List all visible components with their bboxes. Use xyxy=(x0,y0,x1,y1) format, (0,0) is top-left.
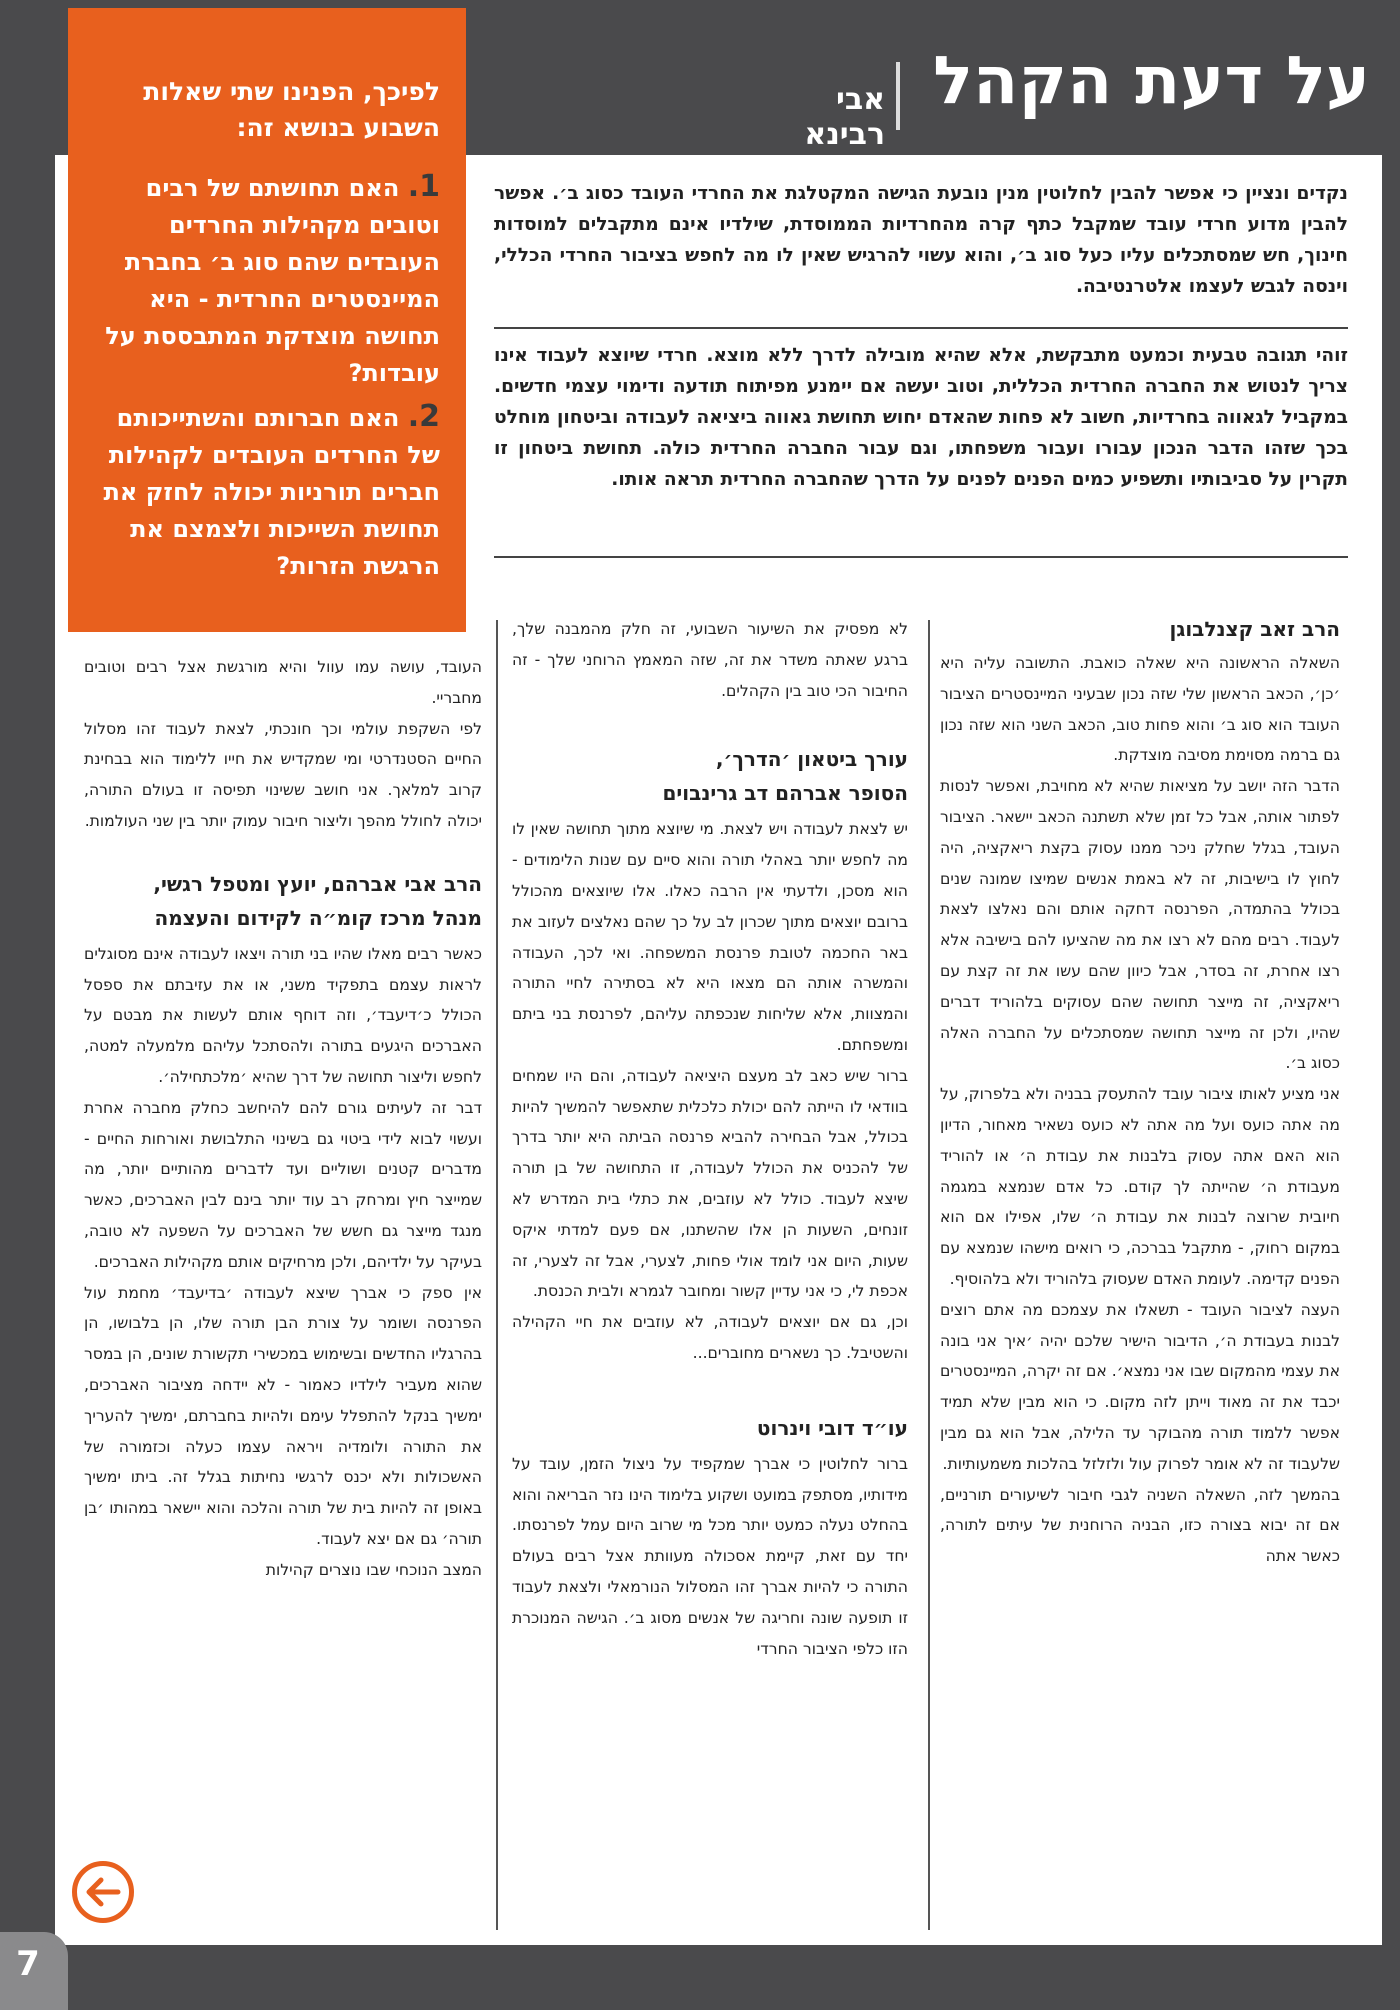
author-heading-line: עורך ביטאון ׳הדרך׳, xyxy=(715,747,908,772)
paragraph: וכן, גם אם יוצאים לעבודה, לא עוזבים את חיי הקהילה והשטיבל. כך נשארים מחוברים... xyxy=(512,1313,908,1362)
paragraph: העובד, עושה עמו עוול והיא מורגשת אצל רבים וטובים מחבריי. xyxy=(84,658,482,707)
paragraph: בהמשך לזה, השאלה השניה לגבי חיבור לשיעורים תורניים, אם זה יבוא בצורה כזו, הבניה הרוחנית של עיתים לתורה, כאשר אתה xyxy=(940,1485,1340,1566)
question-1 xyxy=(92,168,440,392)
author-heading-line: מנהל מרכז קומ״ה לקידום והעצמה xyxy=(154,905,482,930)
paragraph: יש לצאת לעבודה ויש לצאת. מי שיוצא מתוך תחושה שאין לו מה לחפש יותר באהלי תורה והוא סיים עם שנות הלימודים - הוא מסכן, ולדעתי אין הרבה כאלו. אלו שיוצאים מהכולל ברובם יוצאים מתוך שכרון לב על כך שהם נאלצים לעזוב את באר החכמה לטובת פרנסת המשפחה. ואי לכך, העבודה והמשרה אותה הם מצאו היא לא בסתירה לחיי התורה והמצוות, אלא שליחות שנכפתה עליהם, לפרנסת בני ביתם ומשפחתם. xyxy=(512,820,908,1054)
author-heading-line: הסופר אברהם דב גרינבוים xyxy=(662,781,908,806)
author-heading-line: הרב אבי אברהם, יועץ ומטפל רגשי, xyxy=(153,871,482,896)
column-middle xyxy=(512,614,908,1664)
paragraph: ברור לחלוטין כי אברך שמקפיד על ניצול הזמן, עובד על מידותיו, מסתפק במועט ושקוע בלימוד הינו נזר הבריאה והוא בהחלט נעלה כמעט יותר מכל מי שרוב היום עמל לפרנסתו. יחד עם זאת, קיימת אסכולה מעוותת אצל רבים בעולם התורה כי להיות אברך זהו המסלול הנורמאלי ולצאת לעבוד זו תופעה שונה וחריגה של אנשים מסוג ב׳. הגישה המנוכרת הזו כלפי הציבור החרדי xyxy=(512,1454,908,1658)
questions-box xyxy=(68,8,466,632)
paragraph: אין ספק כי אברך שיצא לעבודה ׳בדיעבד׳ מחמת עול הפרנסה ושומר על צורת הבן תורה שלו, הן בלבושו, הן בהרגליו החדשים ובשימוש במכשירי תקשורת שונים, הן במסר שהוא מעביר לילדיו כאמור - לא יידחה מציבור האברכים, ימשיך בנקל להתפלל עימם ולהיות בחברתם, ימשיך להעריך את התורה ולומדיה ויראה עצמו כעלה וכזמורה של האשכולות ולא יכנס לרגשי נחיתות בגלל זה. ביתו ימשיך באופן זה להיות בית של תורה והלכה והוא יישאר במהותו ׳בן תורה׳ גם אם יצא לעבוד. xyxy=(84,1283,482,1548)
question-number: 1. xyxy=(407,169,440,204)
title-divider xyxy=(896,62,900,130)
author-heading: עו״ד דובי וינרוט xyxy=(756,1415,908,1440)
question-number: 2. xyxy=(407,399,440,434)
divider-rule xyxy=(494,327,1348,329)
author-heading xyxy=(512,742,908,810)
divider-rule xyxy=(494,556,1348,558)
question-text: האם תחושתם של רבים וטובים מקהילות החרדים העובדים שהם סוג ב׳ בחברת המיינסטרים החרדית - היא תחושה מוצדקת המתבססת על עובדות? xyxy=(105,174,440,387)
arrow-left-icon[interactable] xyxy=(72,1861,134,1923)
paragraph: לפי השקפת עולמי וכך חונכתי, לצאת לעבוד זהו מסלול החיים הסטנדרטי ומי שמקדיש את חייו ללימוד הוא בבחינת קרוב למלאך. אני חושב ששינוי תפיסה זו בעולם התורה, יכולה לחולל מהפך וליצור חיבור עמוק יותר בין שני העולמות. xyxy=(84,719,482,830)
column-right xyxy=(940,614,1340,1572)
paragraph: הדבר הזה יושב על מציאות שהיא לא מחויבת, ואפשר לנסות לפתור אותה, אבל כל זמן שלא תשתנה הכאב יישאר. הציבור העובד, בגלל שחלק ניכר ממנו עסוק בקצת ריאקציה, היה לחוץ לו בישיבות, זה לא באמת אנשים שמיצו שמונה שנים בכולל בהתמדה, הפרנסה דחקה אותם והם נאלצו לצאת לעבוד. רבים מהם לא רצו את מה שהציעו להם בישיבה אלא רצו אחרת, זה בסדר, אבל כיוון שהם עשו את זה קצת עם ריאקציה, זה מייצר תחושה שהם עסוקים בלהוריד דברים שהיו, ולכן זה מייצר תחושה שמסתכלים על החברה האלה כסוג ב׳. xyxy=(940,777,1340,1073)
author-heading: הרב זאב קצנלבוגן xyxy=(1169,617,1340,641)
column-left xyxy=(84,652,482,1586)
paragraph: דבר זה לעיתים גורם להם להיחשב כחלק מחברה אחרת ועשוי לבוא לידי ביטוי גם בשינוי התלבושת ואורחות החיים - מדברים קטנים ושוליים ועד לדברים מהותיים יותר, מה שמייצר חיץ ומרחק רב עוד יותר בינם לבין האברכים, כאשר מנגד מייצר גם חשש של האברכים על השפעה לא טובה, בעיקר על ילדיהם, ולכן מרחיקים אותם מקהילות האברכים. xyxy=(84,1098,482,1271)
paragraph: אני מציע לאותו ציבור עובד להתעסק בבניה ולא בלפרוק, על מה אתה כועס ועל מה אתה לא כועס נשאיר מאחור, הדיון הוא האם אתה עסוק בלבנות את עבודת ה׳ או להוריד מעבודת ה׳ שהייתה לך קודם. כל אדם שנמצא במגמה חיובית שרוצה לבנות את עבודת ה׳ שלו, אפילו אם הוא במקום רחוק, - מתקבל בברכה, כי רואים מישהו שנמצא עם הפנים קדימה. לעומת האדם שעסוק בלהוריד ולא בלהוסיף. xyxy=(940,1085,1340,1288)
paragraph: לא מפסיק את השיעור השבועי, זה חלק מהמבנה שלך, ברגע שאתה משדר את זה, שזה המאמץ הרוחני שלך - זה החיבור הכי טוב בין הקהלים. xyxy=(512,620,908,700)
lead-paragraph: זוהי תגובה טבעית וכמעט מתבקשת, אלא שהיא מובילה לדרך ללא מוצא. חרדי שיוצא לעבוד אינו צריך לנטוש את החברה החרדית הכללית, וטוב יעשה אם יימנע מפיתוח תודעה ודימוי עצמי חדשים. במקביל לגאווה בחרדיות, חשוב לא פחות שהאדם יחוש תחושת גאווה ביציאה לעבודה וביטחון מוחלט בכך שזהו הדבר הנכון עבורו ועבור משפחתו, וגם עבור החברה החרדית כולה. תחושת ביטחון זו תקרין על סביבותיו ותשפיע כמים הפנים לפנים על הדרך שהחברה החרדית תראה אותו. xyxy=(494,345,1348,490)
column-divider xyxy=(496,620,498,1930)
questions-heading: לפיכך, הפנינו שתי שאלות השבוע בנושא זה: xyxy=(143,77,440,142)
paragraph: השאלה הראשונה היא שאלה כואבת. התשובה עליה היא ׳כן׳, הכאב הראשון שלי שזה נכון שבעיני המיינסטרים הציבור העובד הוא סוג ב׳ והוא פחות טוב, הכאב השני הוא שזה נכון גם ברמה מסוימת מסיבה מוצדקת. xyxy=(940,654,1340,765)
column-author: אבי רבינא xyxy=(804,82,885,152)
intro-paragraph: נקדים ונציין כי אפשר להבין לחלוטין מנין נובעת הגישה המקטלגת את החרדי העובד כסוג ב׳. אפשר להבין מדוע חרדי עובד שמקבל כתף קרה מהחרדיות הממוסדת, שילדיו אינם מתקבלים למוסדות חינוך, חש שמסתכלים עליו כעל סוג ב׳, והוא עשוי להרגיש שאין לו מה לחפש בציבור החרדי הכללי, וינסה לגבש לעצמו אלטרנטיבה. xyxy=(494,183,1348,297)
author-heading xyxy=(84,867,482,935)
paragraph: ברור שיש כאב לב מעצם היציאה לעבודה, והם היו שמחים בוודאי לו הייתה להם יכולת כלכלית שתאפשר להמשיך להיות בכולל, אבל הבחירה להביא פרנסה הביתה היא יותר בדרך של להכניס את הכולל לעבודה, זו התחושה של בן תורה שיצא לעבוד. כולל לא עוזבים, את כתלי בית המדרש לא זונחים, השעות הן אלו שהשתנו, אם פעם למדתי איקס שעות, היום אני לומד אולי פחות, לצערי, אבל זה לצערי, זה אכפת לי, כי אני עדיין קשור ומחובר לגמרא ולבית הכנסת. xyxy=(512,1066,908,1301)
column-divider xyxy=(928,620,930,1930)
page-number: 7 xyxy=(16,1944,40,1984)
question-2 xyxy=(92,398,440,585)
paragraph: העצה לציבור העובד - תשאלו את עצמכם מה אתם רוצים לבנות בעבודת ה׳, הדיבור הישיר שלכם יהיה ׳איך אני בונה את עצמי מהמקום שבו אני נמצא׳. אם זה יקרה, המיינסטרים יכבד את זה מאוד וייתן לזה מקום. כי הוא מבין שלא תמיד אפשר ללמוד תורה מהבוקר עד הלילה, אבל הוא גם מבין שלעבוד זה לא אומר לפרוק עול ולזלזל בהלכות משמעותיות. xyxy=(940,1300,1340,1473)
question-text: האם חברותם והשתייכותם של החרדים העובדים לקהילות חברים תורניות יכולה לחזק את תחושת השייכות ולצמצם את הרגשת הזרות? xyxy=(103,404,440,580)
column-title: על דעת הקהל xyxy=(933,42,1370,119)
paragraph: המצב הנוכחי שבו נוצרים קהילות xyxy=(265,1560,482,1579)
paragraph: כאשר רבים מאלו שהיו בני תורה ויצאו לעבודה אינם מסוגלים לראות עצמם בתפקיד משני, או את עזיבתם את ספסל הכולל כ׳דיעבד׳, וזה דוחף אותם לעשות את מבטם על האברכים היגעים בתורה ולהסתכל עליהם מלמעלה למטה, לחפש וליצור תחושה של דרך שהיא ׳מלכתחילה׳. xyxy=(84,944,482,1086)
arrow-left-icon-glyph xyxy=(85,1877,121,1907)
